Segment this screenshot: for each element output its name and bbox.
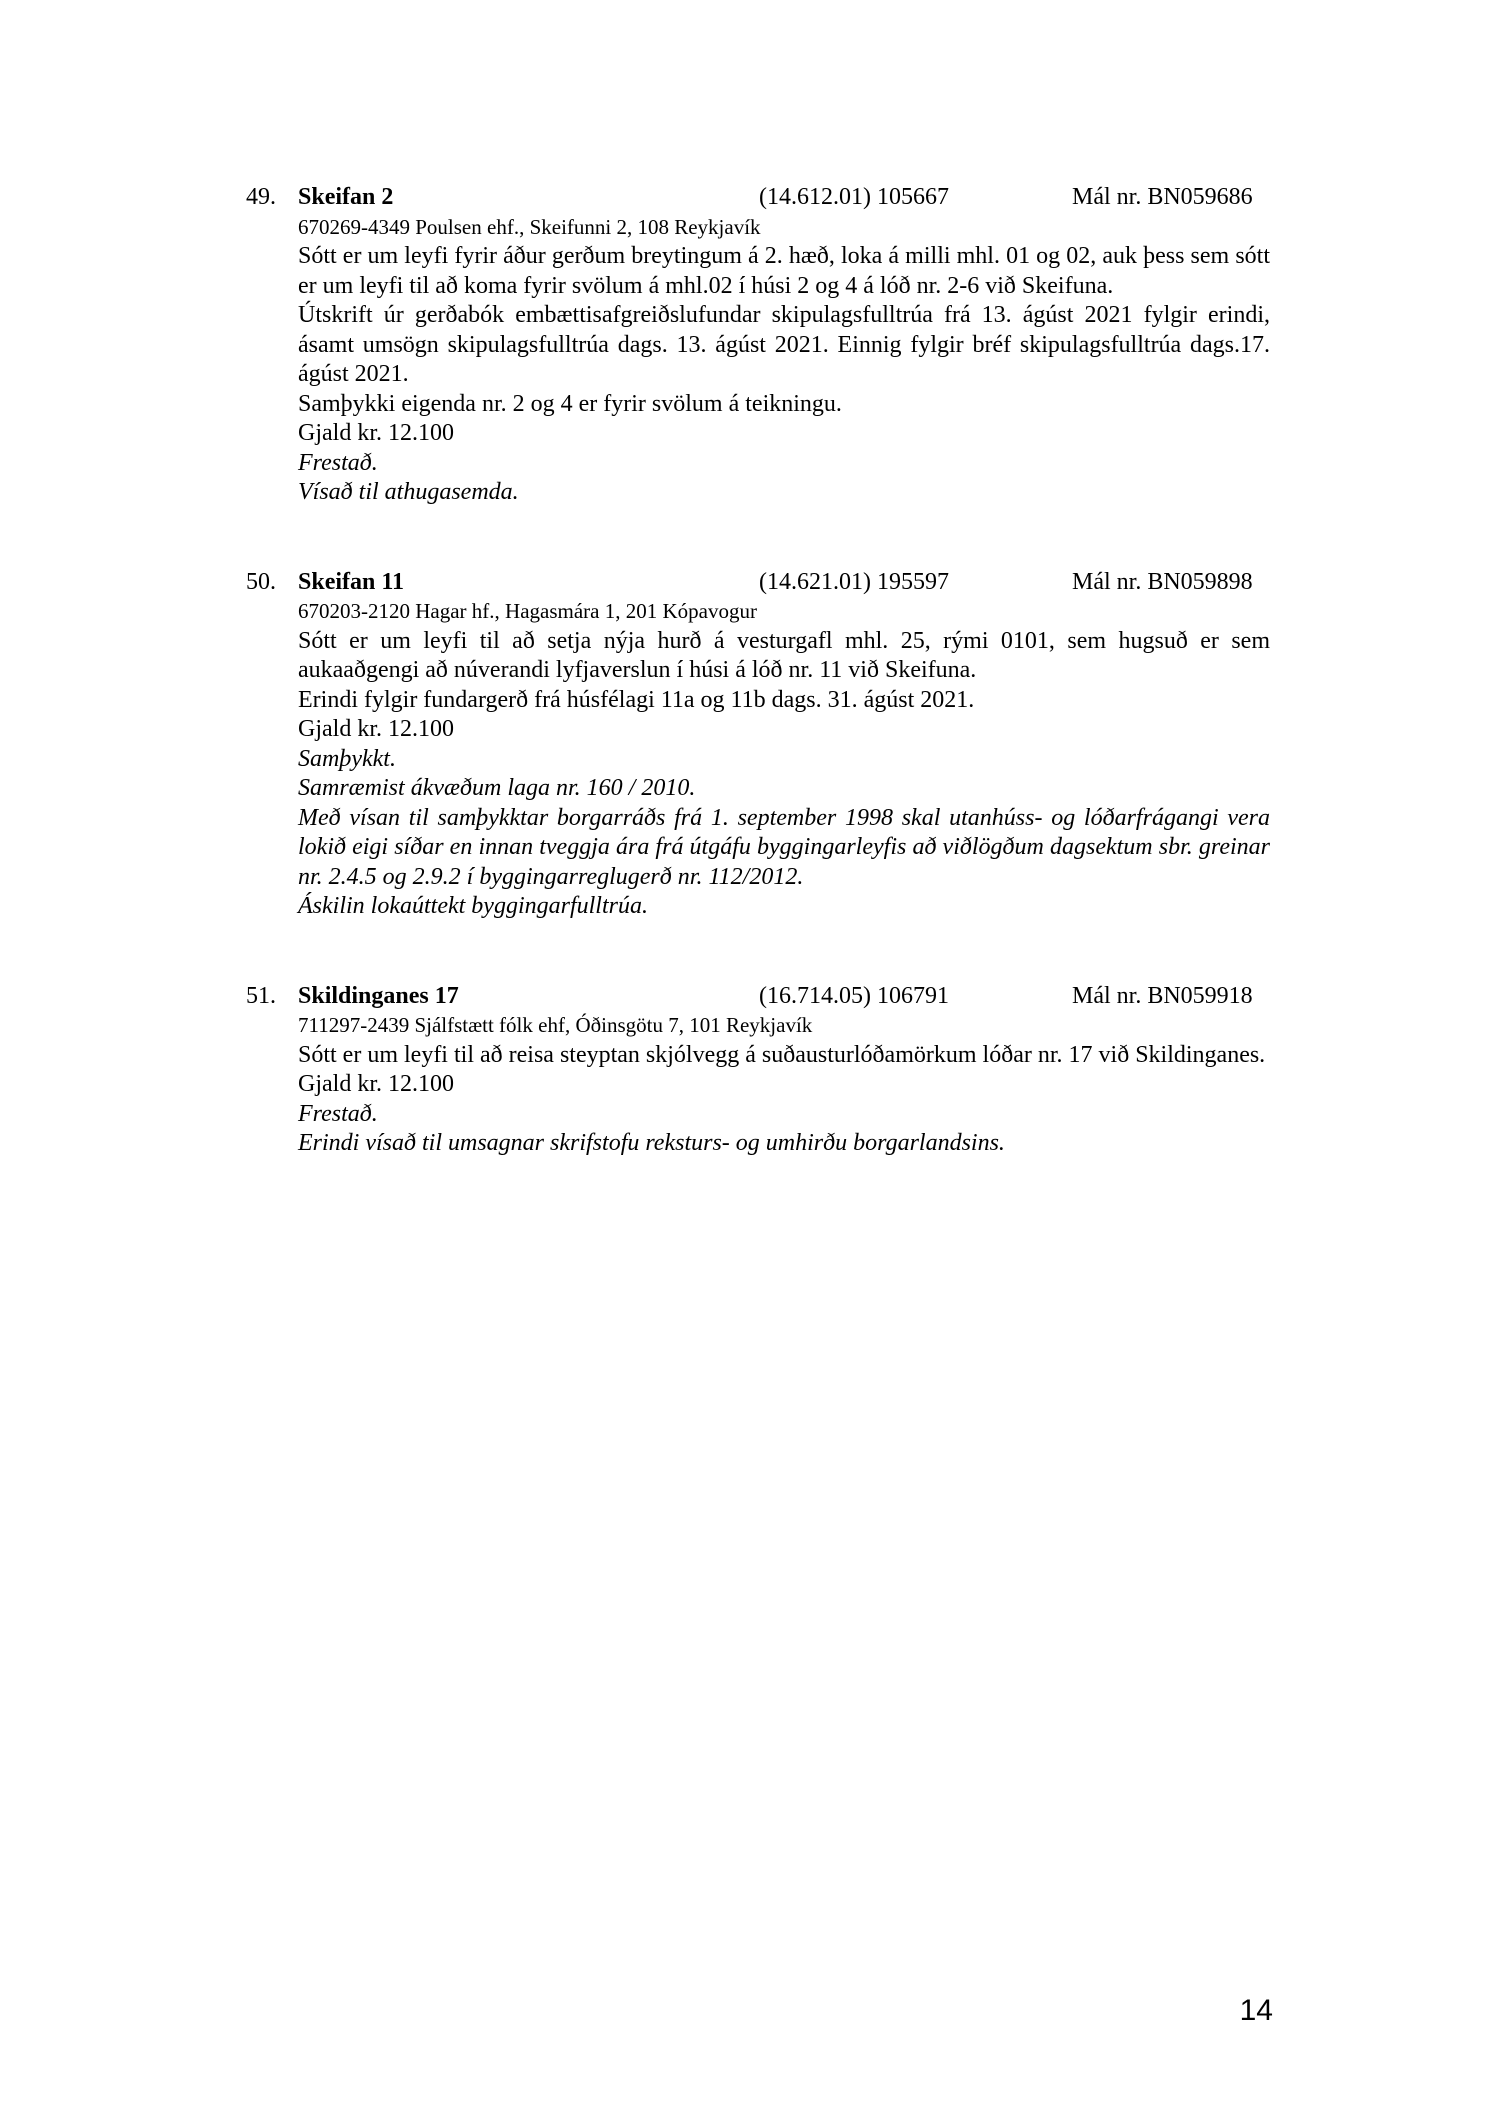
item-case-number: Mál nr. BN059686 bbox=[1072, 184, 1253, 210]
item-paragraph: Sótt er um leyfi fyrir áður gerðum breytingum á 2. hæð, loka á milli mhl. 01 og 02, auk þess sem sótt er um leyfi til að koma fyrir svölum á mhl.02 í húsi 2 og 4 á lóð nr. 2-6 við Skeifuna. bbox=[298, 243, 1270, 299]
item-case-number: Mál nr. BN059918 bbox=[1072, 982, 1253, 1009]
owner-line: 670269-4349 Poulsen ehf., Skeifunni 2, 108 Reykjavík bbox=[298, 214, 761, 239]
decision-line: Samræmist ákvæðum laga nr. 160 / 2010. bbox=[298, 775, 696, 801]
item-paragraph: Gjald kr. 12.100 bbox=[298, 1071, 454, 1097]
agenda-item-50 bbox=[246, 568, 1270, 922]
decision-line: Vísað til athugasemda. bbox=[298, 479, 519, 505]
item-number: 49. bbox=[246, 184, 276, 210]
item-paragraph: Sótt er um leyfi til að reisa steyptan skjólvegg á suðausturlóðamörkum lóðar nr. 17 við Skildinganes. bbox=[298, 1041, 1266, 1068]
owner-line: 670203-2120 Hagar hf., Hagasmára 1, 201 Kópavogur bbox=[298, 599, 757, 623]
agenda-item-body bbox=[298, 213, 1270, 508]
agenda-item-51 bbox=[246, 982, 1270, 1159]
item-reference-number: (14.612.01) 105667 bbox=[759, 184, 949, 210]
agenda-item-body bbox=[298, 1011, 1270, 1159]
item-reference-number: (16.714.05) 106791 bbox=[759, 982, 949, 1009]
item-title: Skeifan 11 bbox=[298, 568, 405, 595]
item-number: 50. bbox=[246, 568, 276, 595]
item-title: Skildinganes 17 bbox=[298, 982, 459, 1009]
item-paragraph: Gjald kr. 12.100 bbox=[298, 716, 454, 742]
agenda-item-body bbox=[298, 597, 1270, 922]
decision-line: Með vísan til samþykktar borgarráðs frá 1. september 1998 skal utanhúss- og lóðarfrágangi vera lokið eigi síðar en innan tveggja ára frá útgáfu byggingarleyfis að viðlögðum dagsektum sbr. greinar nr. 2.4.5 og 2.9.2 í byggingarreglugerð nr. 112/2012. bbox=[298, 804, 1270, 890]
decision-line: Erindi vísað til umsagnar skrifstofu reksturs- og umhirðu borgarlandsins. bbox=[298, 1130, 1005, 1156]
item-paragraph: Gjald kr. 12.100 bbox=[298, 420, 454, 446]
decision-line: Áskilin lokaúttekt byggingarfulltrúa. bbox=[298, 893, 648, 919]
item-paragraph: Erindi fylgir fundargerð frá húsfélagi 11a og 11b dags. 31. ágúst 2021. bbox=[298, 686, 975, 713]
minutes-content bbox=[246, 183, 1270, 1219]
item-number: 51. bbox=[246, 982, 276, 1009]
item-title: Skeifan 2 bbox=[298, 184, 394, 210]
page-number: 14 bbox=[1239, 1994, 1273, 2027]
agenda-item-header bbox=[246, 183, 1270, 213]
decision-line: Samþykkt. bbox=[298, 745, 396, 772]
item-paragraph: Sótt er um leyfi til að setja nýja hurð á vesturgafl mhl. 25, rými 0101, sem hugsuð er sem aukaaðgengi að núverandi lyfjaverslun í húsi á lóð nr. 11 við Skeifuna. bbox=[298, 627, 1270, 683]
owner-line: 711297-2439 Sjálfstætt fólk ehf, Óðinsgötu 7, 101 Reykjavík bbox=[298, 1013, 813, 1037]
item-paragraph: Samþykki eigenda nr. 2 og 4 er fyrir svölum á teikningu. bbox=[298, 390, 842, 417]
agenda-item-header bbox=[246, 568, 1270, 598]
agenda-item-header bbox=[246, 982, 1270, 1012]
item-case-number: Mál nr. BN059898 bbox=[1072, 568, 1253, 595]
item-reference-number: (14.621.01) 195597 bbox=[759, 568, 949, 595]
decision-line: Frestað. bbox=[298, 449, 378, 476]
item-paragraph: Útskrift úr gerðabók embættisafgreiðslufundar skipulagsfulltrúa frá 13. ágúst 2021 fylgir erindi, ásamt umsögn skipulagsfulltrúa dags. 13. ágúst 2021. Einnig fylgir bréf skipulagsfulltrúa dags.17. ágúst 2021. bbox=[298, 302, 1270, 387]
agenda-item-49 bbox=[246, 183, 1270, 508]
decision-line: Frestað. bbox=[298, 1100, 378, 1127]
